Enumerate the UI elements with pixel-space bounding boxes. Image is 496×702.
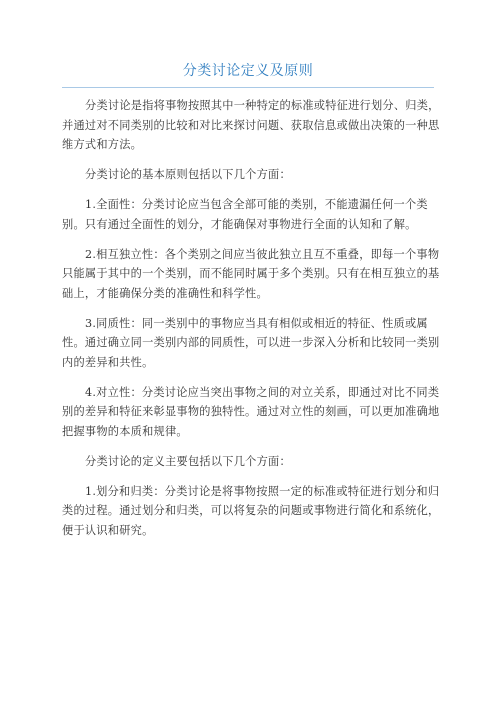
paragraph-principle-4: 4.对立性：分类讨论应当突出事物之间的对立关系，即通过对比不同类别的差异和特征来彰显事物的独特性。通过对立性的刻画，可以更加准确地把握事物的本质和规律。 bbox=[62, 385, 440, 438]
paragraph-principles-heading: 分类讨论的基本原则包括以下几个方面： bbox=[85, 168, 291, 181]
paragraph-definition-heading: 分类讨论的定义主要包括以下几个方面： bbox=[85, 454, 291, 468]
paragraph-principle-1: 1.全面性：分类讨论应当包含全部可能的类别，不能遗漏任何一个类别。只有通过全面性的划分，才能确保对事物进行全面的认知和了解。 bbox=[62, 198, 428, 231]
paragraph-principle-3: 3.同质性：同一类别中的事物应当具有相似或相近的特征、性质或属性。通过确立同一类别内部的同质性，可以进一步深入分析和比较同一类别内的差异和共性。 bbox=[62, 316, 440, 369]
paragraph-intro: 分类讨论是指将事物按照其中一种特定的标准或特征进行划分、归类，并通过对不同类别的比较和对比来探讨问题、获取信息或做出决策的一种思维方式和方法。 bbox=[62, 99, 440, 151]
paragraph-principle-2: 2.相互独立性：各个类别之间应当彼此独立且互不重叠，即每一个事物只能属于其中的一个类别，而不能同时属于多个类别。只有在相互独立的基础上，才能确保分类的准确性和科学性。 bbox=[62, 247, 440, 300]
document-body bbox=[62, 96, 442, 551]
paragraph-definition-1: 1.划分和归类：分类讨论是将事物按照一定的标准或特征进行划分和归类的过程。通过划分和归类，可以将复杂的问题或事物进行简化和系统化，便于认识和研究。 bbox=[62, 484, 440, 537]
document-title: 分类讨论定义及原则 bbox=[62, 60, 434, 88]
